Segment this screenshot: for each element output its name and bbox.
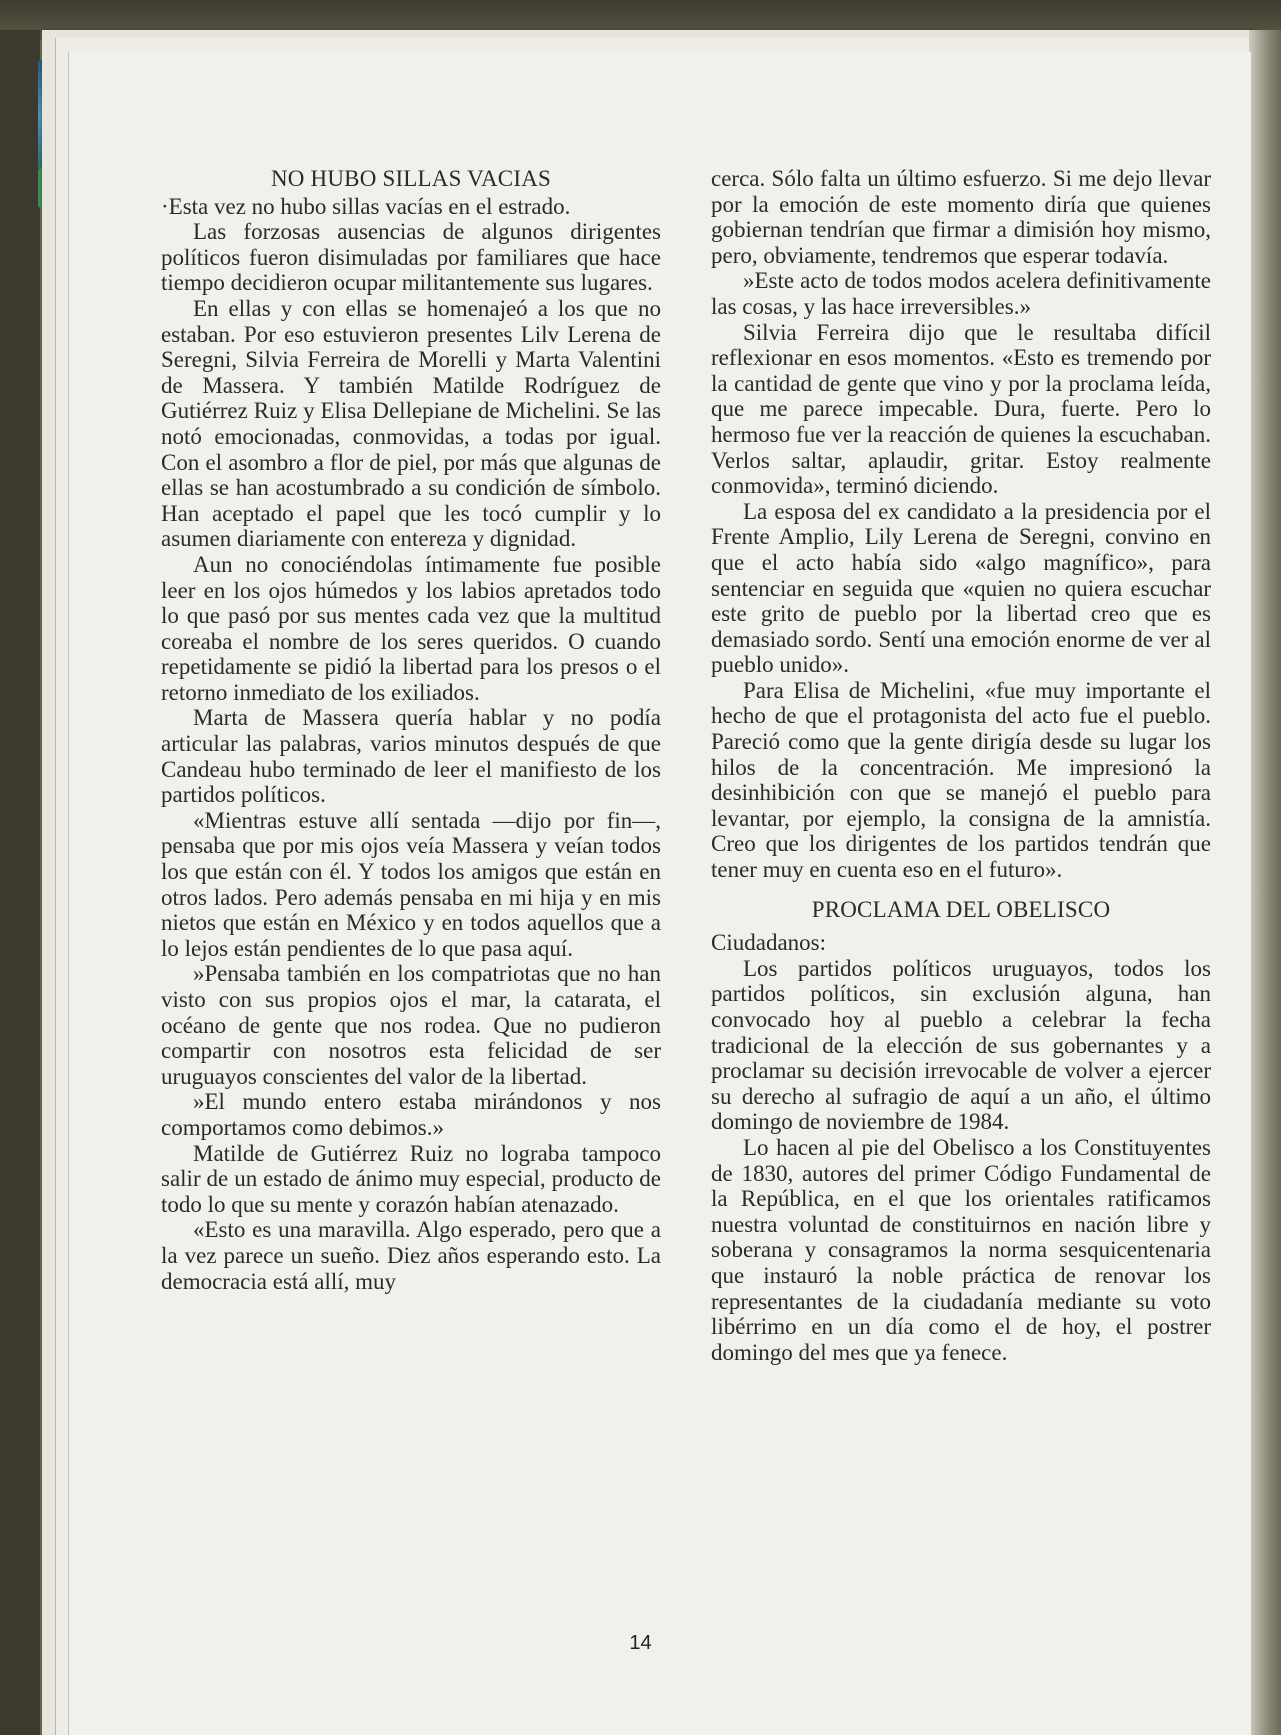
paragraph: Aun no conociéndolas íntimamente fue posible leer en los ojos húmedos y los labios apretados todo lo que pasó por sus mentes cada vez que la multitud coreaba el nombre de los seres queridos. O cuando repetidamente se pidió la libertad para los presos o el retorno inmediato de los exiliados. [161, 551, 661, 705]
paragraph: »Pensaba también en los compatriotas que no han visto con sus propios ojos el mar, la catarata, el océano de gente que nos rodea. Que no pudieron compartir con nosotros esta felicidad de ser uruguayos conscientes del valor de la libertad. [161, 961, 661, 1089]
paragraph: Silvia Ferreira dijo que le resultaba difícil reflexionar en esos momentos. «Esto es tremendo por la cantidad de gente que vino y por la proclama leída, que me parece impecable. Dura, fuerte. Pero lo hermoso fue ver la reacción de quienes la escuchaban. Verlos saltar, aplaudir, gritar. Estoy realmente conmovida», terminó diciendo. [711, 319, 1211, 499]
next-page-edge [1249, 30, 1281, 1735]
paragraph: Matilde de Gutiérrez Ruiz no lograba tampoco salir de un estado de ánimo muy especial, producto de todo lo que su mente y corazón habían atenazado. [161, 1140, 661, 1217]
paragraph: Para Elisa de Michelini, «fue muy importante el hecho de que el protagonista del acto fue el pueblo. Pareció como que la gente dirigía desde su lugar los hilos de la concentración. Me impresionó la desinhibición con que se manejó el pueblo para levantar, por ejemplo, la consigna de la amnistía. Creo que los dirigentes de los partidos tendrán que tener muy en cuenta eso en el futuro». [711, 677, 1211, 883]
paragraph: En ellas y con ellas se homenajeó a los que no estaban. Por eso estuvieron presentes Lilv Lerena de Seregni, Silvia Ferreira de Morelli y Marta Valentini de Massera. Y también Matilde Rodríguez de Gutiérrez Ruiz y Elisa Dellepiane de Michelini. Se las notó emocionadas, conmovidas, a todas por igual. Con el asombro a flor de piel, por más que algunas de ellas se han acostumbrado a su condición de símbolo. Han aceptado el papel que les tocó cumplir y lo asumen diariamente con entereza y dignidad. [161, 295, 661, 552]
paragraph: «Esto es una maravilla. Algo esperado, pero que a la vez parece un sueño. Diez años esperando esto. La democracia está allí, muy [161, 1217, 661, 1294]
section-heading: PROCLAMA DEL OBELISCO [811, 896, 1111, 922]
paragraph: «Mientras estuve allí sentada —dijo por fin—, pensaba que por mis ojos veía Massera y veían todos los que están con él. Y todos los amigos que están en otros lados. Pero además pensaba en mi hija y en mis nietos que están en México y en todos aquellos que a lo lejos están pendientes de lo que pasa aquí. [161, 807, 661, 961]
salutation: Ciudadanos: [711, 930, 826, 956]
paragraph: cerca. Sólo falta un último esfuerzo. Si me dejo llevar por la emoción de este momento diría que quienes gobiernan tendrían que firmar a dimisión hoy mismo, pero, obviamente, tendremos que esperar todavía. [711, 166, 1211, 268]
page-number: 14 [629, 1632, 652, 1654]
paragraph: Las forzosas ausencias de algunos dirigentes políticos fueron disimuladas por familiares que hace tiempo decidieron ocupar militantemente sus lugares. [161, 219, 661, 296]
binding-edge [0, 30, 40, 1735]
paragraph: Los partidos políticos uruguayos, todos los partidos políticos, sin exclusión alguna, han convocado hoy al pueblo a celebrar la fecha tradicional de la elección de sus gobernantes y a proclamar su decisión irrevocable de volver a ejercer su derecho al sufragio de aquí a un año, el último domingo de noviembre de 1984. [711, 955, 1211, 1135]
left-column [161, 166, 661, 1294]
paragraph: »El mundo entero estaba mirándonos y nos comportamos como debimos.» [161, 1089, 661, 1140]
paragraph: »Este acto de todos modos acelera definitivamente las cosas, y las hace irreversibles.» [711, 268, 1211, 319]
section-heading: NO HUBO SILLAS VACIAS [270, 166, 552, 191]
paragraph: Lo hacen al pie del Obelisco a los Constituyentes de 1830, autores del primer Código Fundamental de la República, en el que los orientales ratificamos nuestra voluntad de constituirnos en nación libre y soberana y consagramos la norma sesquicentenaria que instauró la noble práctica de renovar los representantes de la ciudadanía mediante su voto libérrimo en un día como el de hoy, el postrer domingo del mes que ya fenece. [711, 1134, 1211, 1365]
paragraph: ·Esta vez no hubo sillas vacías en el estrado. [161, 193, 571, 219]
paragraph: La esposa del ex candidato a la presidencia por el Frente Amplio, Lily Lerena de Seregni, convino en que el acto había sido «algo magnífico», para sentenciar en seguida que «quien no quiera escuchar este grito de pueblo por la libertad creo que es demasiado sordo. Sentí una emoción enorme de ver al pueblo unido». [711, 498, 1211, 678]
paragraph: Marta de Massera quería hablar y no podía articular las palabras, varios minutos después de que Candeau hubo terminado de leer el manifiesto de los partidos políticos. [161, 705, 661, 808]
right-column [711, 166, 1211, 1365]
